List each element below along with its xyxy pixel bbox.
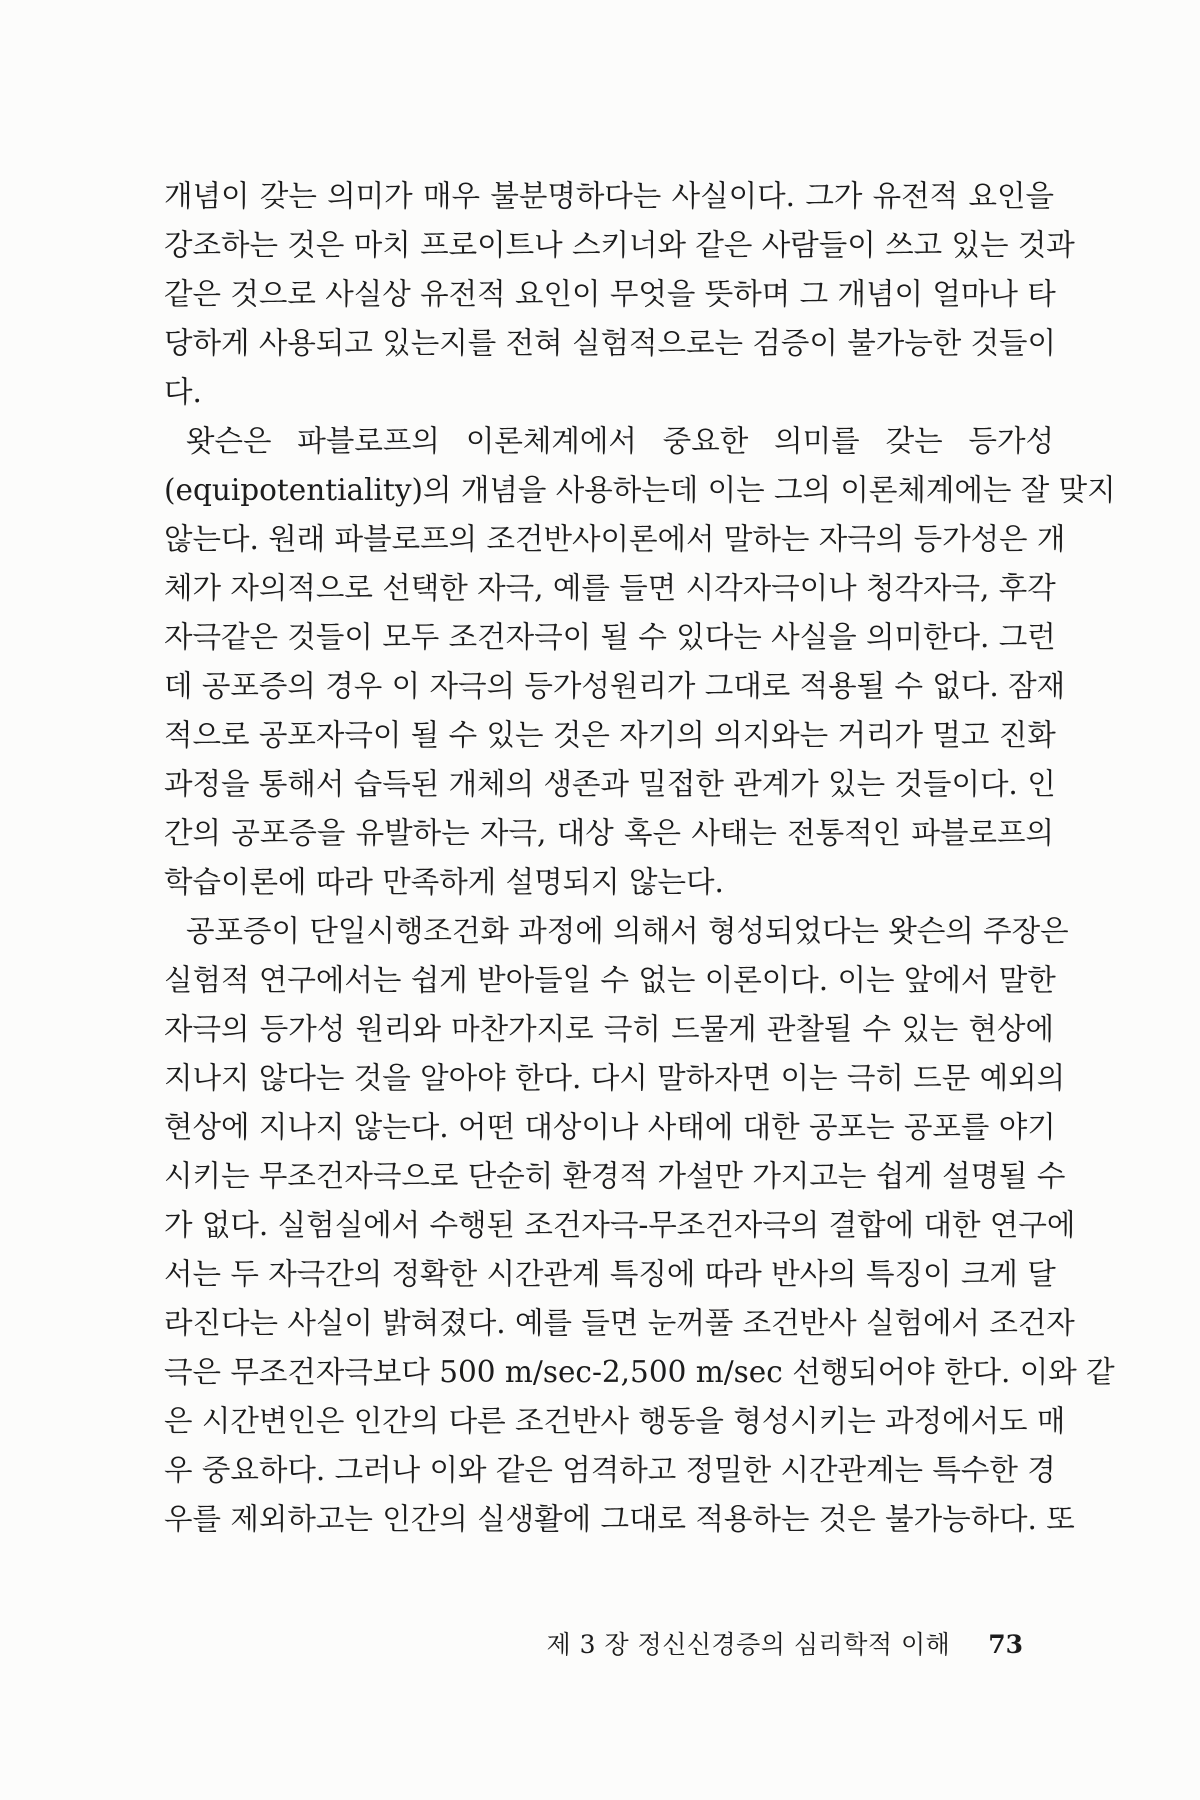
text-line: 왓슨은 파블로프의 이론체계에서 중요한 의미를 갖는 등가성 bbox=[186, 424, 1054, 458]
text-line: 강조하는 것은 마치 프로이트나 스키너와 같은 사람들이 쓰고 있는 것과 bbox=[164, 228, 1075, 262]
text-line: 다. bbox=[164, 375, 202, 409]
text-line: 우를 제외하고는 인간의 실생활에 그대로 적용하는 것은 불가능하다. 또 bbox=[164, 1502, 1075, 1536]
running-footer-chapter: 제 3 장 정신신경증의 심리학적 이해 bbox=[546, 1630, 951, 1659]
body-text bbox=[164, 172, 1116, 1544]
paragraph bbox=[164, 907, 1115, 1544]
text-line: 데 공포증의 경우 이 자극의 등가성원리가 그대로 적용될 수 없다. 잠재 bbox=[164, 669, 1066, 703]
text-line: 서는 두 자극간의 정확한 시간관계 특징에 따라 반사의 특징이 크게 달 bbox=[164, 1257, 1056, 1291]
text-line: 가 없다. 실험실에서 수행된 조건자극-무조건자극의 결합에 대한 연구에 bbox=[164, 1208, 1076, 1242]
text-line: 적으로 공포자극이 될 수 있는 것은 자기의 의지와는 거리가 멀고 진화 bbox=[164, 718, 1056, 752]
text-line: 은 시간변인은 인간의 다른 조건반사 행동을 형성시키는 과정에서도 매 bbox=[164, 1404, 1066, 1438]
text-line: 않는다. 원래 파블로프의 조건반사이론에서 말하는 자극의 등가성은 개 bbox=[164, 522, 1066, 556]
paragraph bbox=[164, 172, 1075, 417]
text-line: 체가 자의적으로 선택한 자극, 예를 들면 시각자극이나 청각자극, 후각 bbox=[164, 571, 1056, 605]
text-line: 학습이론에 따라 만족하게 설명되지 않는다. bbox=[164, 865, 724, 899]
text-line: 현상에 지나지 않는다. 어떤 대상이나 사태에 대한 공포는 공포를 야기 bbox=[164, 1110, 1056, 1144]
text-line: 라진다는 사실이 밝혀졌다. 예를 들면 눈꺼풀 조건반사 실험에서 조건자 bbox=[164, 1306, 1075, 1340]
page-number: 73 bbox=[988, 1630, 1023, 1659]
text-line: 당하게 사용되고 있는지를 전혀 실험적으로는 검증이 불가능한 것들이 bbox=[164, 326, 1057, 360]
text-line: 개념이 갖는 의미가 매우 불분명하다는 사실이다. 그가 유전적 요인을 bbox=[164, 179, 1054, 213]
text-line: (equipotentiality)의 개념을 사용하는데 이는 그의 이론체계에는 잘 맞지 bbox=[164, 473, 1116, 507]
text-line: 자극의 등가성 원리와 마찬가지로 극히 드물게 관찰될 수 있는 현상에 bbox=[164, 1012, 1054, 1046]
text-line: 같은 것으로 사실상 유전적 요인이 무엇을 뜻하며 그 개념이 얼마나 타 bbox=[164, 277, 1056, 311]
text-line: 극은 무조건자극보다 500 m/sec-2,500 m/sec 선행되어야 한다. 이와 같 bbox=[164, 1355, 1115, 1389]
text-line: 자극같은 것들이 모두 조건자극이 될 수 있다는 사실을 의미한다. 그런 bbox=[164, 620, 1056, 654]
text-line: 실험적 연구에서는 쉽게 받아들일 수 없는 이론이다. 이는 앞에서 말한 bbox=[164, 963, 1056, 997]
text-line: 과정을 통해서 습득된 개체의 생존과 밀접한 관계가 있는 것들이다. 인 bbox=[164, 767, 1056, 801]
text-line: 간의 공포증을 유발하는 자극, 대상 혹은 사태는 전통적인 파블로프의 bbox=[164, 816, 1054, 850]
text-line: 우 중요하다. 그러나 이와 같은 엄격하고 정밀한 시간관계는 특수한 경 bbox=[164, 1453, 1056, 1487]
text-line: 공포증이 단일시행조건화 과정에 의해서 형성되었다는 왓슨의 주장은 bbox=[186, 914, 1069, 948]
paragraph bbox=[164, 417, 1116, 907]
text-line: 지나지 않다는 것을 알아야 한다. 다시 말하자면 이는 극히 드문 예외의 bbox=[164, 1061, 1066, 1095]
text-line: 시키는 무조건자극으로 단순히 환경적 가설만 가지고는 쉽게 설명될 수 bbox=[164, 1159, 1066, 1193]
page-footer bbox=[547, 1625, 1024, 1665]
